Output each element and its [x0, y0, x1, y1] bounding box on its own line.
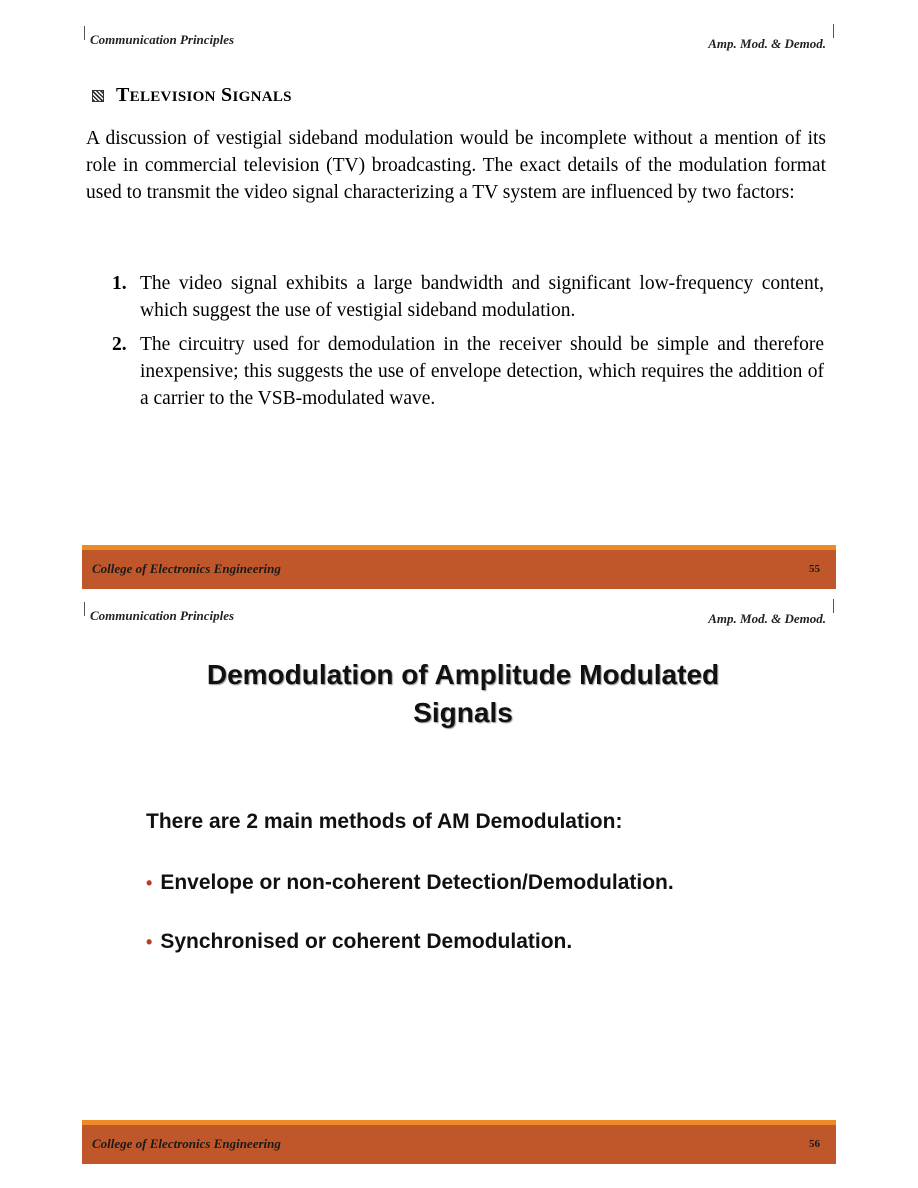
list-item [112, 270, 824, 324]
footer-bar [82, 545, 836, 589]
header-right-tick [833, 599, 834, 613]
list-text: The circuitry used for demodulation in the receiver should be simple and therefore inexpensive; this suggests the use of envelope detection, which requires the addition of a carrier to the VSB-modulated wave. [140, 334, 824, 409]
header-left-tick [84, 602, 85, 616]
header-course-title: Communication Principles [90, 32, 235, 47]
header-chapter-title: Amp. Mod. & Demod. [708, 611, 826, 626]
slide-title-line2: Signals [413, 697, 513, 728]
body-paragraph: A discussion of vestigial sideband modulation would be incomplete without a mention of its role in commercial television (TV) broadcasting. The exact details of the modulation format used to transmit the video signal characterizing a TV system are influenced by two factors: [86, 128, 826, 203]
section-heading-text: TELEVISION SIGNALS [116, 84, 292, 106]
bullet-item [146, 871, 674, 895]
square-bullet-icon [92, 90, 104, 102]
footer-college-name: College of Electronics Engineering [92, 1136, 281, 1151]
bullet-dot-icon: • [146, 872, 153, 893]
section-heading [92, 84, 292, 107]
header-chapter-title: Amp. Mod. & Demod. [708, 36, 826, 51]
page-number: 56 [809, 1138, 820, 1150]
bullet-dot-icon: • [146, 931, 153, 952]
header-course-title: Communication Principles [90, 608, 235, 623]
list-number: 2. [112, 334, 127, 355]
factors-list [112, 270, 824, 419]
page-number: 55 [809, 563, 820, 575]
list-number: 1. [112, 273, 127, 294]
bullet-item [146, 930, 572, 954]
bullet-text: Envelope or non-coherent Detection/Demodulation. [160, 871, 674, 894]
list-text: The video signal exhibits a large bandwidth and significant low-frequency content, which suggest the use of vestigial sideband modulation. [140, 273, 824, 321]
header-left-tick [84, 26, 85, 40]
page-56 [0, 594, 918, 1188]
list-item [112, 331, 824, 412]
slide-title [100, 656, 826, 732]
intro-text: There are 2 main methods of AM Demodulation: [146, 810, 623, 833]
footer-college-name: College of Electronics Engineering [92, 561, 281, 576]
bullet-text: Synchronised or coherent Demodulation. [160, 930, 573, 953]
slide-title-line1: Demodulation of Amplitude Modulated [206, 659, 720, 690]
header-right-tick [833, 24, 834, 38]
footer-bar [82, 1120, 836, 1164]
